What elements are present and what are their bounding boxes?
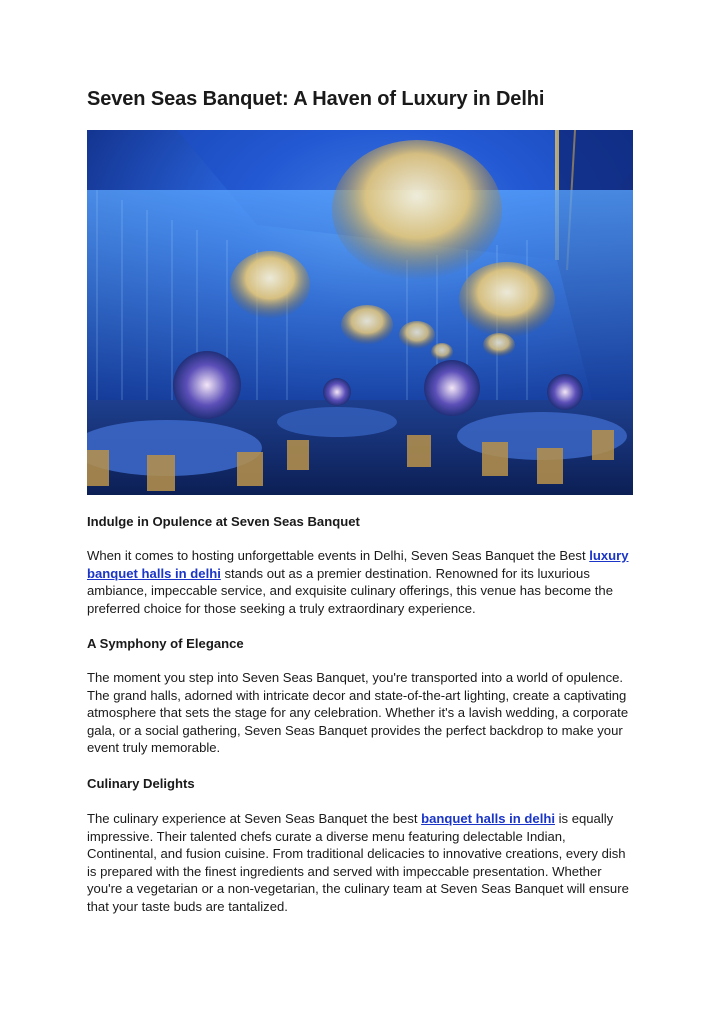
paragraph-text: When it comes to hosting unforgettable events in Delhi, Seven Seas Banquet the Best [87,548,590,563]
section-heading-culinary: Culinary Delights [87,776,195,791]
paragraph-culinary [87,810,633,915]
paragraph-text: is equally impressive. Their talented chefs curate a diverse menu featuring delectable Indian, Continental, and fusion cuisine. From traditional delicacies to innovative creations, every dish is prepared with the finest ingredients and served with impeccable presentation. Whether you're a vegetarian or a non-vegetarian, the culinary team at Seven Seas Banquet will ensure that your taste buds are tantalized. [87,811,629,914]
banquet-halls-link[interactable]: banquet halls in delhi [421,811,555,826]
section-heading-elegance: A Symphony of Elegance [87,636,244,651]
luxury-banquet-halls-link[interactable]: luxury banquet halls in delhi [87,548,629,581]
paragraph-text: The culinary experience at Seven Seas Banquet the best [87,811,422,826]
section-heading-opulence: Indulge in Opulence at Seven Seas Banquet [87,514,360,529]
paragraph-elegance: The moment you step into Seven Seas Banquet, you're transported into a world of opulence. The grand halls, adorned with intricate decor and state-of-the-art lighting, create a captivating atmosphere that sets the stage for any celebration. Whether it's a lavish wedding, a corporate gala, or a social gathering, Seven Seas Banquet provides the perfect backdrop to make your event truly memorable. [87,670,629,755]
paragraph-opulence [87,547,633,617]
banquet-hall-photo [87,130,633,495]
page-title: Seven Seas Banquet: A Haven of Luxury in Delhi [87,88,545,110]
paragraph-text: stands out as a premier destination. Renowned for its luxurious ambiance, impeccable service, and exquisite culinary offerings, this venue has become the preferred choice for those seeking a truly extraordinary experience. [87,565,613,616]
banquet-hall-illustration [87,130,633,495]
